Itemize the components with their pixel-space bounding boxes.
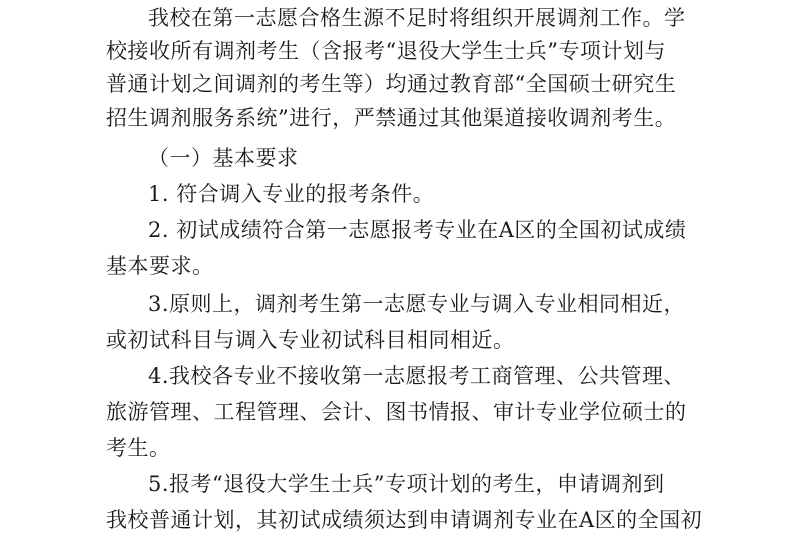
requirement-3-line-1: 3.原则上，调剂考生第一志愿专业与调入专业相同相近， xyxy=(148,292,686,316)
requirement-2-line-1: 2. 初试成绩符合第一志愿报考专业在A区的全国初试成绩 xyxy=(148,218,687,242)
intro-line-3: 普通计划之间调剂的考生等）均通过教育部“全国硕士研究生 xyxy=(106,72,677,96)
requirement-4-line-1: 4.我校各专业不接收第一志愿报考工商管理、公共管理、 xyxy=(148,364,686,388)
intro-line-1: 我校在第一志愿合格生源不足时将组织开展调剂工作。学 xyxy=(148,6,686,30)
section-heading: （一）基本要求 xyxy=(148,146,299,170)
requirement-2-line-2: 基本要求。 xyxy=(106,254,214,278)
intro-line-2: 校接收所有调剂考生（含报考“退役大学生士兵”专项计划与 xyxy=(106,39,666,63)
requirement-1-line-1: 1. 符合调入专业的报考条件。 xyxy=(148,182,435,206)
requirement-5-line-2: 我校普通计划，其初试成绩须达到申请调剂专业在A区的全国初 xyxy=(106,508,703,532)
requirement-4-line-3: 考生。 xyxy=(106,436,171,460)
requirement-4-line-2: 旅游管理、工程管理、会计、图书情报、审计专业学位硕士的 xyxy=(106,400,687,424)
requirement-5-line-1: 5.报考“退役大学生士兵”专项计划的考生，申请调剂到 xyxy=(148,472,665,496)
requirement-3-line-2: 或初试科目与调入专业初试科目相同相近。 xyxy=(106,328,515,352)
intro-line-4: 招生调剂服务系统”进行，严禁通过其他渠道接收调剂考生。 xyxy=(106,106,677,130)
